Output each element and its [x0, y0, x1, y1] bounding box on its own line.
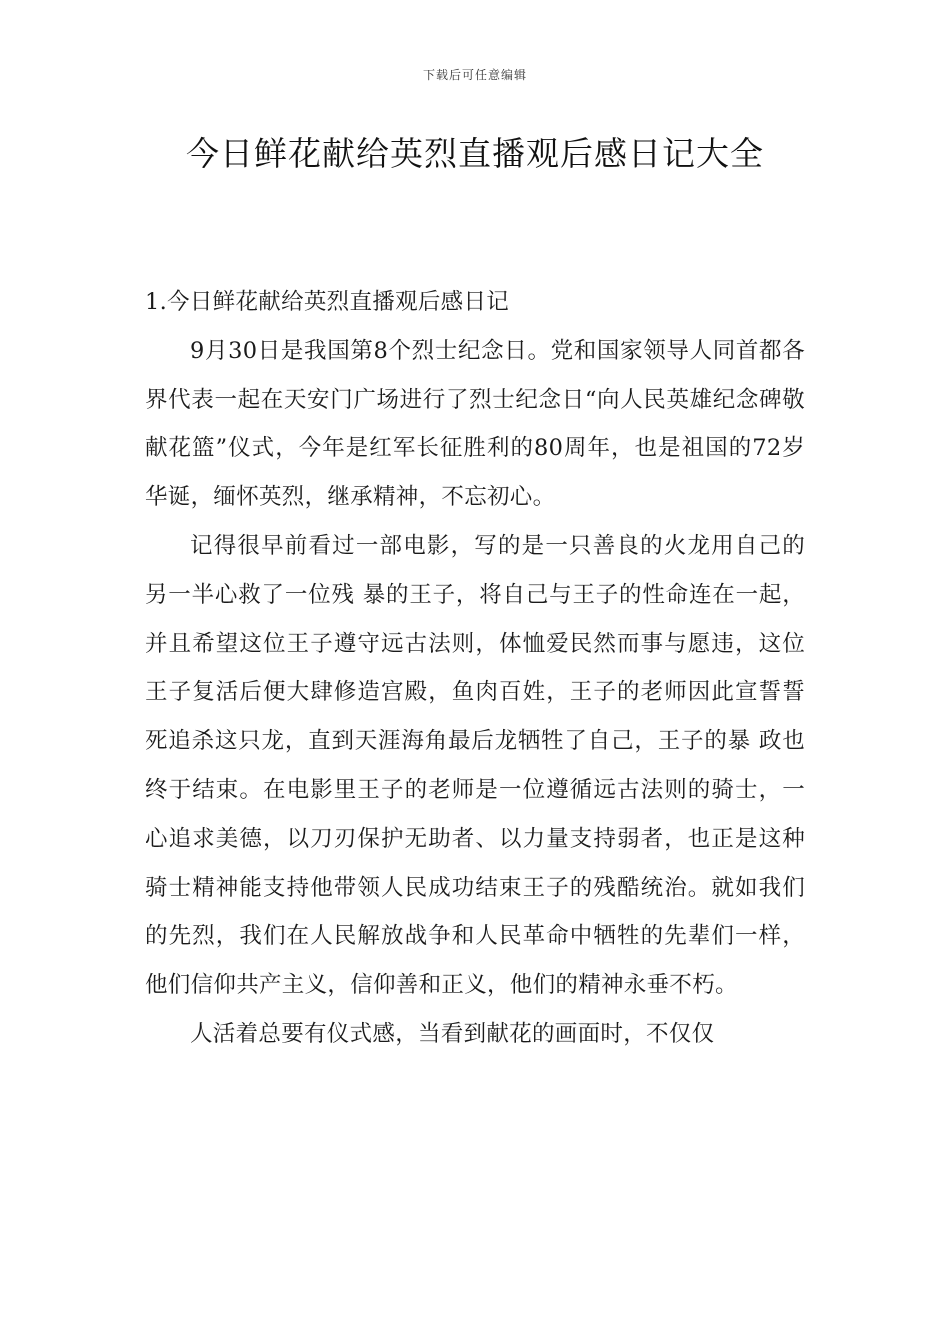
paragraph-1: 9月30日是我国第8个烈士纪念日。党和国家领导人同首都各界代表一起在天安门广场进行了烈士纪念日“向人民英雄纪念碑敬献花篮”仪式，今年是红军长征胜利的80周年，也是祖国的72岁华诞，缅怀英烈，继承精神，不忘初心。 — [145, 337, 805, 511]
paragraph-2: 记得很早前看过一部电影，写的是一只善良的火龙用自己的另一半心救了一位残 暴的王子，将自己与王子的性命连在一起，并且希望这位王子遵守远古法则，体恤爱民然而事与愿违，这位王子复活后便大肆修造宫殿，鱼肉百姓，王子的老师因此宣誓誓死追杀这只龙，直到天涯海角最后龙牺牲了自己，王子的暴 政也终于结束。在电影里王子的老师是一位遵循远古法则的骑士，一心追求美德，以刀刃保护无助者、以力量支持弱者，也正是这种骑士精神能支持他带领人民成功结束王子的残酷统治。就如我们的先烈，我们在人民解放战争和人民革命中牺牲的先辈们一样，他们信仰共产主义，信仰善和正义，他们的精神永垂不朽。 — [145, 532, 805, 999]
section-heading: 1.今日鲜花献给英烈直播观后感日记 — [145, 289, 510, 315]
document-body — [145, 278, 805, 1059]
header-note: 下载后可任意编辑 — [422, 68, 527, 82]
paragraph-3: 人活着总要有仪式感，当看到献花的画面时，不仅仅 — [190, 1020, 715, 1047]
document-title: 今日鲜花献给英烈直播观后感日记大全 — [186, 134, 764, 173]
